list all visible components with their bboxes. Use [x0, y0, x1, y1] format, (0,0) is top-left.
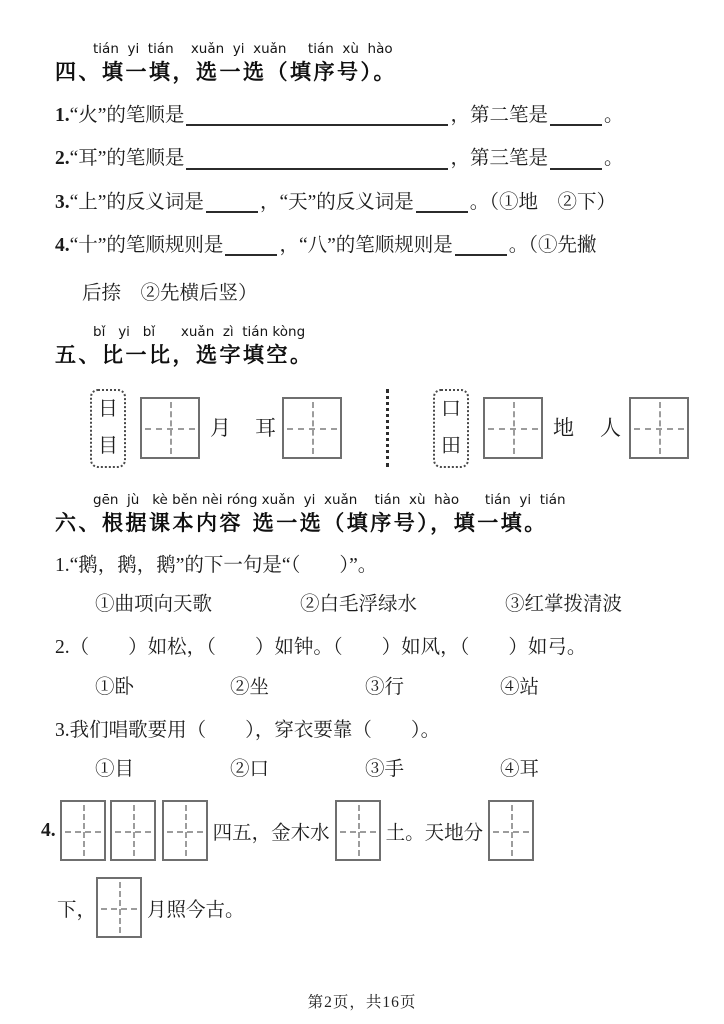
question-row-s6q3 — [55, 717, 690, 744]
choice-char: 日 — [98, 397, 118, 420]
section-4-pinyin: tián yi tián xuǎn yi xuǎn tián xù hào — [93, 41, 393, 57]
answer-blank-short — [550, 122, 602, 126]
word-label: 地 — [553, 415, 574, 440]
tianzige-box — [140, 397, 200, 459]
question-text: ，第二笔是 — [450, 105, 548, 127]
section-5 — [55, 325, 690, 469]
question-text: “火”的笔顺是 — [69, 105, 185, 127]
answer-blank-short — [455, 252, 507, 256]
answer-blank-short — [206, 209, 258, 213]
section-4 — [55, 42, 690, 305]
word-label: 人 — [600, 415, 621, 440]
option-item: ③手 — [365, 759, 405, 781]
answer-blank-short — [416, 209, 468, 213]
option-item: ③行 — [365, 676, 405, 698]
question-text: ，“天”的反义词是 — [259, 191, 414, 213]
option-item: ②白毛浮绿水 — [300, 593, 418, 615]
option-item: ②口 — [230, 759, 270, 781]
question-text: 下， — [57, 899, 97, 921]
dotted-divider — [386, 389, 389, 467]
option-item: ①卧 — [95, 676, 135, 698]
question-text: “十”的笔顺规则是 — [69, 235, 224, 257]
question-row-s6q4 — [41, 800, 690, 861]
question-row-s4q4 — [55, 232, 690, 259]
choice-box-left — [90, 389, 126, 468]
options-row-s6q3 — [95, 757, 690, 783]
question-text: 1.“鹅，鹅，鹅”的下一句是“（ ）”。 — [55, 554, 378, 576]
section-6 — [41, 492, 690, 938]
answer-blank-short — [225, 252, 277, 256]
tianzige-box — [96, 877, 142, 938]
question-row-s4q2 — [55, 145, 690, 172]
answer-blank-long — [186, 122, 448, 126]
section-5-title: 五、比一比，选字填空。 — [55, 343, 314, 368]
tianzige-box — [60, 800, 106, 861]
tianzige-box — [488, 800, 534, 861]
question-text: 3.我们唱歌要用（ ），穿衣要靠（ ）。 — [55, 719, 441, 741]
question-row-s4q4-line2: 后捺 ②先横后竖） — [82, 283, 258, 305]
question-text: ，“八”的笔顺规则是 — [279, 235, 453, 257]
fill-grid-row — [90, 387, 690, 469]
question-row-s6q4-line2 — [57, 877, 690, 938]
question-text: 月照今古。 — [147, 899, 245, 921]
option-item: ③红掌拨清波 — [505, 593, 623, 615]
question-text: 。 — [603, 148, 624, 170]
question-number: 3. — [55, 191, 70, 213]
section-6-title: 六、根据课本内容 选一选（填序号），填一填。 — [55, 511, 548, 536]
section-5-pinyin: bǐ yi bǐ xuǎn zì tián kòng — [93, 324, 306, 341]
section-6-pinyin: gēn jù kè běn nèi róng xuǎn yi xuǎn tián xù hào tián yi tián — [93, 492, 566, 509]
question-text: “上”的反义词是 — [69, 191, 204, 213]
question-number: 4. — [55, 235, 70, 257]
tianzige-box — [162, 800, 208, 861]
choice-char: 田 — [441, 434, 461, 457]
choice-char: 口 — [441, 397, 461, 420]
page-footer: 第2页，共16页 — [307, 994, 417, 1011]
tianzige-box — [483, 397, 543, 459]
option-item: ④耳 — [500, 759, 540, 781]
option-item: ①目 — [95, 759, 135, 781]
question-text: 2.（ ）如松，（ ）如钟。（ ）如风，（ ）如弓。 — [55, 637, 587, 659]
option-item: ④站 — [500, 676, 540, 698]
question-row-s4q1 — [55, 102, 690, 129]
answer-blank-short — [550, 166, 602, 170]
choice-char: 目 — [98, 434, 118, 457]
option-item: ①曲项向天歌 — [95, 593, 213, 615]
question-text: 。（①地 ②下） — [469, 191, 617, 213]
question-text: 四五，金木水 — [212, 822, 330, 844]
section-4-title: 四、填一填，选一选（填序号）。 — [55, 59, 397, 84]
question-text: ，第三笔是 — [450, 148, 548, 170]
tianzige-box — [335, 800, 381, 861]
question-row-s6q1 — [55, 552, 690, 579]
question-text: 。 — [603, 105, 624, 127]
tianzige-box — [110, 800, 156, 861]
word-label: 耳 — [255, 415, 276, 440]
question-row-s4q3 — [55, 189, 690, 216]
option-item: ②坐 — [230, 676, 270, 698]
question-number: 4. — [41, 819, 56, 841]
tianzige-box — [629, 397, 689, 459]
options-row-s6q1 — [95, 592, 690, 618]
question-text: 土。天地分 — [385, 822, 484, 844]
question-text: 。（①先撇 — [508, 235, 597, 257]
question-number: 2. — [55, 148, 70, 170]
question-number: 1. — [55, 105, 70, 127]
question-row-s6q2 — [55, 634, 690, 661]
choice-box-right — [433, 389, 469, 468]
word-label: 月 — [210, 415, 231, 440]
question-text: “耳”的笔顺是 — [69, 148, 185, 170]
answer-blank-long — [186, 166, 448, 170]
tianzige-box — [282, 397, 342, 459]
options-row-s6q2 — [95, 675, 690, 701]
